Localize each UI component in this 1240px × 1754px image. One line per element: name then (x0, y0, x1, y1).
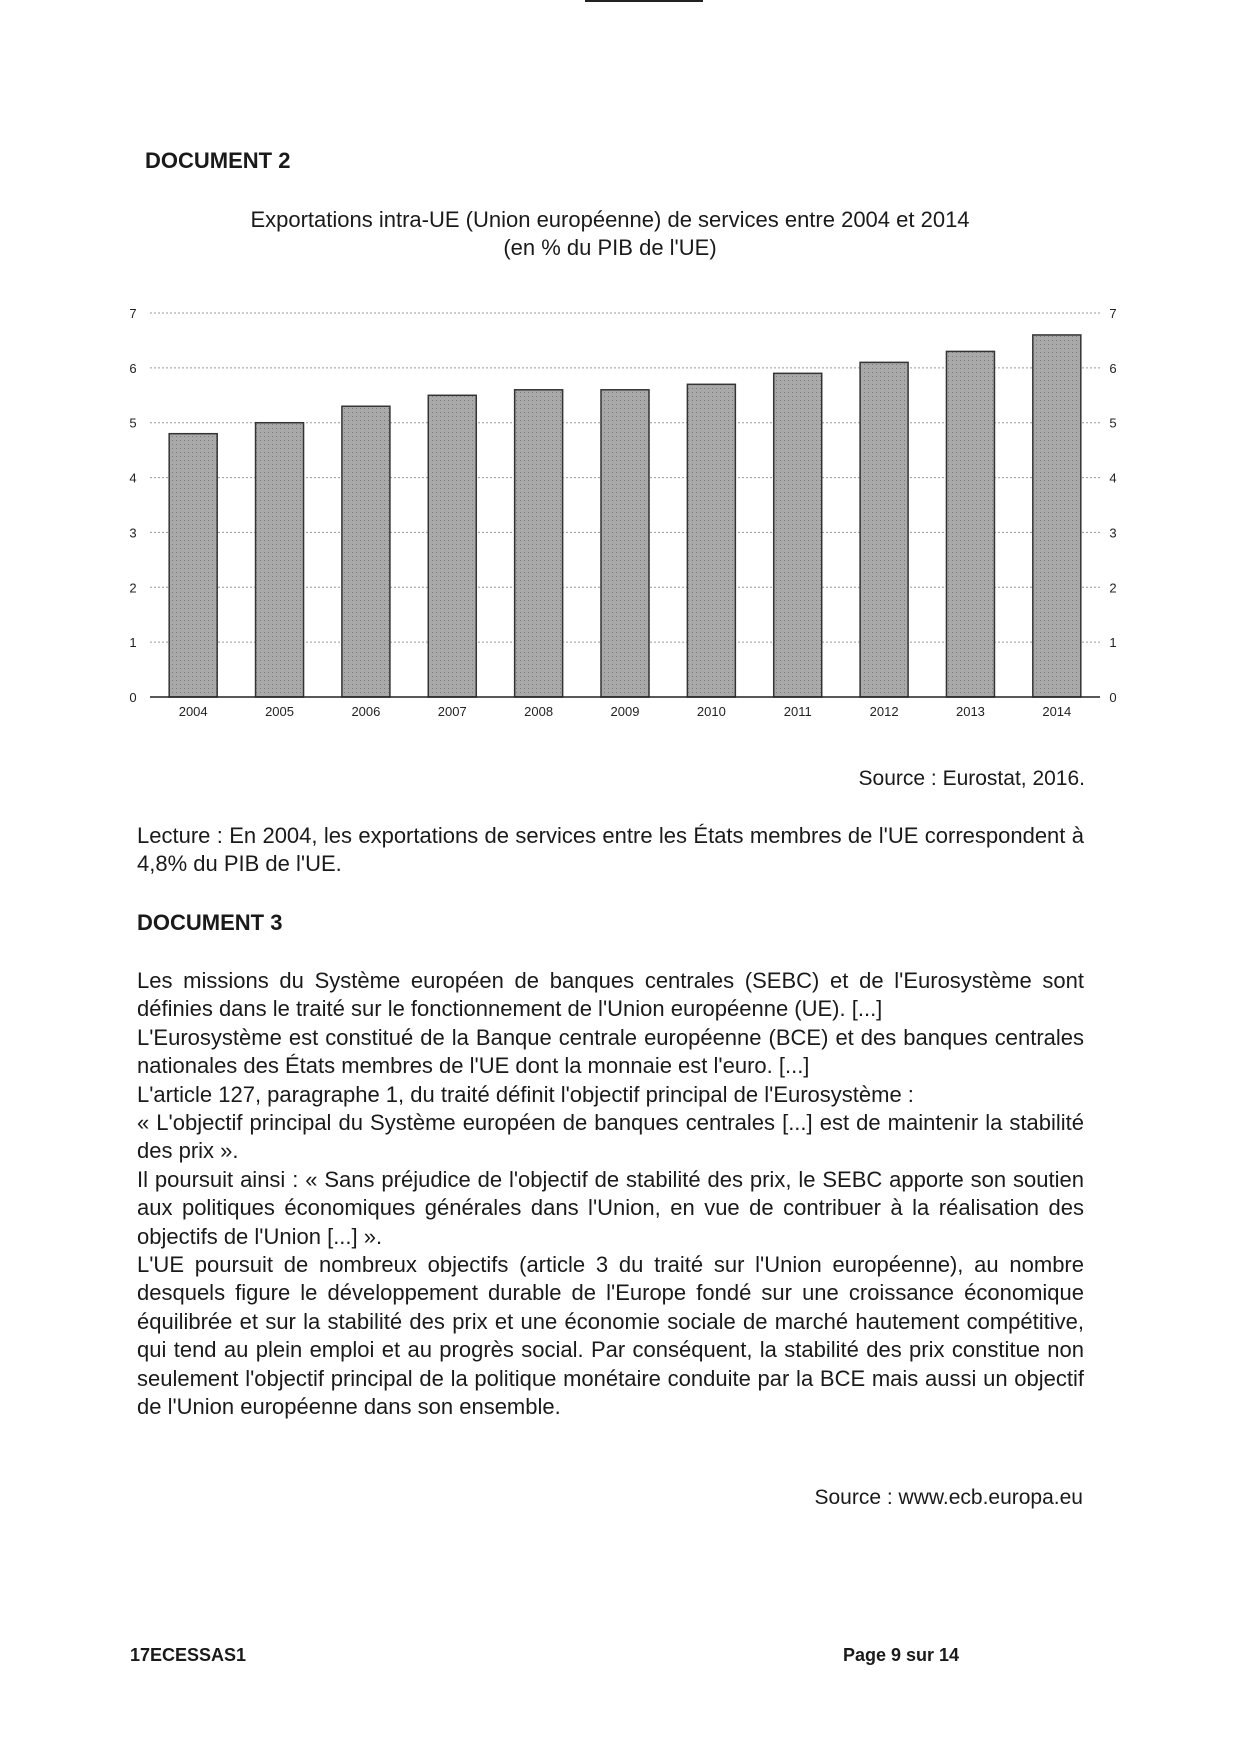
y-tick-label-left: 6 (129, 360, 137, 376)
y-tick-label-right: 7 (1109, 306, 1117, 321)
bar (774, 373, 822, 697)
chart-source: Source : Eurostat, 2016. (858, 767, 1085, 790)
paragraph: L'Eurosystème est constitué de la Banque centrale européenne (BCE) et des banques centrales nationales des États membres de l'UE dont la monnaie est l'euro. [...] (137, 1024, 1084, 1079)
bar (946, 351, 994, 697)
reading-note: Lecture : En 2004, les exportations de services entre les États membres de l'UE correspondent à 4,8% du PIB de l'UE. (137, 823, 1084, 876)
y-tick-label-right: 3 (1109, 525, 1117, 541)
document-3-heading: DOCUMENT 3 (137, 910, 283, 935)
bar (256, 423, 304, 697)
y-tick-label-right: 0 (1109, 690, 1117, 705)
x-tick-label: 2004 (178, 704, 208, 719)
bar (428, 395, 476, 697)
x-tick-label: 2006 (351, 704, 381, 719)
chart-title-line-1: Exportations intra-UE (Union européenne) de services entre 2004 et 2014 (250, 207, 970, 232)
bar (687, 384, 735, 697)
x-tick-label: 2011 (783, 704, 812, 719)
bar (342, 406, 390, 697)
x-tick-label: 2005 (265, 704, 295, 719)
bar (860, 362, 908, 697)
x-tick-label: 2010 (696, 704, 726, 719)
paragraph: Il poursuit ainsi : « Sans préjudice de l'objectif de stabilité des prix, le SEBC apporte son soutien aux politiques économiques générales dans l'Union, en vue de contribuer à la réalisation des objectifs de l'Union [...] ». (137, 1166, 1084, 1249)
paragraph: « L'objectif principal du Système européen de banques centrales [...] est de maintenir la stabilité des prix ». (137, 1110, 1084, 1164)
document-3-body (137, 967, 1084, 1422)
footer-page-number: Page 9 sur 14 (843, 1645, 960, 1665)
paragraph: L'article 127, paragraphe 1, du traité définit l'objectif principal de l'Eurosystème : (137, 1081, 914, 1107)
y-tick-label-left: 1 (129, 635, 137, 651)
y-tick-label-left: 5 (129, 415, 137, 431)
footer-exam-code: 17ECESSAS1 (130, 1645, 247, 1665)
y-tick-label-right: 2 (1109, 580, 1117, 596)
bar-chart (0, 0, 1240, 760)
bar (515, 390, 563, 697)
paragraph: L'UE poursuit de nombreux objectifs (article 3 du traité sur l'Union européenne), au nombre desquels figure le développement durable de l'Europe fondé sur une croissance économique équilibrée et sur la stabilité des prix et une économie sociale de marché hautement compétitive, qui tend au plein emploi et au progrès social. Par conséquent, la stabilité des prix constitue non seulement l'objectif principal de la politique monétaire conduite par la BCE mais aussi un objectif de l'Union européenne dans son ensemble. (137, 1252, 1084, 1420)
bar (1033, 335, 1081, 697)
x-tick-label: 2008 (524, 704, 554, 719)
y-tick-label-right: 1 (1109, 635, 1117, 651)
y-tick-label-right: 4 (1109, 470, 1117, 486)
y-tick-label-left: 4 (129, 470, 137, 486)
document-3-source: Source : www.ecb.europa.eu (814, 1486, 1083, 1509)
x-tick-label: 2014 (1042, 704, 1072, 719)
bar (601, 390, 649, 697)
x-tick-label: 2009 (610, 704, 640, 719)
bar (169, 434, 217, 697)
y-tick-label-left: 3 (129, 525, 137, 541)
x-tick-label: 2007 (437, 704, 467, 719)
x-tick-label: 2013 (955, 704, 985, 719)
y-tick-label-right: 5 (1109, 415, 1117, 431)
document-2-heading: DOCUMENT 2 (145, 148, 291, 173)
y-tick-label-left: 0 (129, 690, 137, 705)
x-tick-label: 2012 (869, 704, 899, 719)
y-tick-label-right: 6 (1109, 360, 1117, 376)
paragraph: Les missions du Système européen de banques centrales (SEBC) et de l'Eurosystème sont définies dans le traité sur le fonctionnement de l'Union européenne (UE). [...] (137, 968, 1084, 1022)
y-tick-label-left: 2 (129, 580, 137, 596)
y-tick-label-left: 7 (129, 306, 137, 321)
chart-title-line-2: (en % du PIB de l'UE) (503, 235, 717, 260)
